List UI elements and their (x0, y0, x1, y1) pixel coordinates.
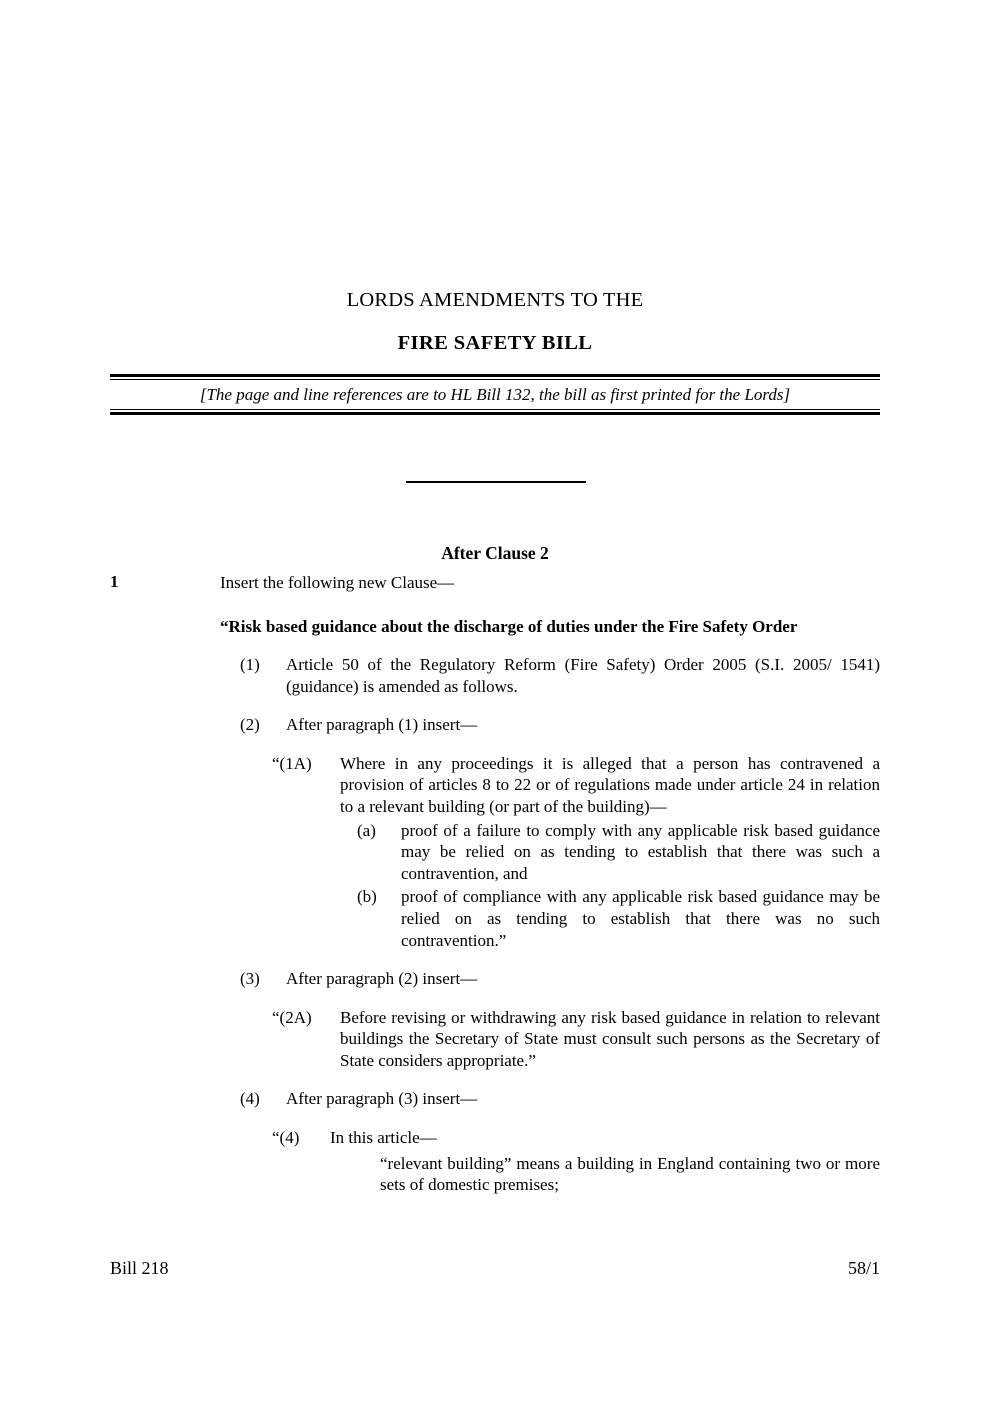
definition-text: “relevant building” means a building in England containing two or more sets of domestic premises; (380, 1153, 880, 1195)
list-item-label: “(2A) (272, 1007, 312, 1027)
footer-page-number: 58/1 (847, 1258, 880, 1278)
section-heading: After Clause 2 (441, 543, 549, 563)
list-item-text: After paragraph (3) insert— (286, 1089, 478, 1109)
list-item-text: In this article— (330, 1127, 437, 1147)
list-item-text: After paragraph (2) insert— (286, 969, 478, 989)
amendment-body (220, 572, 880, 1196)
list-item-label: (2) (240, 715, 260, 735)
list-item-label: “(4) (272, 1127, 300, 1147)
document-title-bill: FIRE SAFETY BILL (397, 331, 593, 354)
rule-thick (110, 374, 880, 377)
title-block (110, 288, 880, 355)
list-item (272, 753, 880, 818)
reference-note: [The page and line references are to HL Bill 132, the bill as first printed for the Lords] (199, 385, 791, 404)
list-item-label: (3) (240, 969, 260, 989)
footer-bill-number: Bill 218 (110, 1258, 169, 1278)
list-item-text: Before revising or withdrawing any risk based guidance in relation to relevant buildings the Secretary of State must consult such persons as the Secretary of State considers appropriate.” (340, 1007, 880, 1070)
rule-thick (110, 412, 880, 415)
amendment-lead-line: Insert the following new Clause— (220, 573, 455, 592)
rule-thin (110, 379, 880, 380)
document-title-main: LORDS AMENDMENTS TO THE (346, 289, 644, 311)
list-item (272, 1127, 880, 1149)
rule-thin (110, 409, 880, 410)
short-divider-rule (406, 481, 586, 483)
list-item (240, 1088, 880, 1110)
list-item-label: (1) (240, 655, 260, 675)
list-item-text: proof of compliance with any applicable risk based guidance may be relied on as tending to establish that there was no such contravention.” (401, 887, 880, 950)
list-item-label: (b) (357, 887, 377, 907)
list-item-label: (a) (357, 820, 376, 840)
list-item-label: “(1A) (272, 753, 312, 773)
amendment-number: 1 (110, 572, 119, 591)
list-item (357, 886, 880, 951)
rule-band-top (110, 374, 880, 380)
list-item (240, 654, 880, 697)
list-item-text: Article 50 of the Regulatory Reform (Fire Safety) Order 2005 (S.I. 2005/ 1541) (guidance) is amended as follows. (286, 655, 880, 696)
clause-title: “Risk based guidance about the discharge of duties under the Fire Safety Order (220, 616, 798, 636)
rule-band-bottom (110, 409, 880, 415)
list-item (357, 820, 880, 885)
list-item (272, 1007, 880, 1072)
list-item (240, 968, 880, 990)
list-item (240, 714, 880, 736)
list-item-text: proof of a failure to comply with any applicable risk based guidance may be relied on as tending to establish that there was such a contravention, and (401, 820, 880, 883)
list-item-text: Where in any proceedings it is alleged that a person has contravened a provision of articles 8 to 22 or of regulations made under article 24 in relation to a relevant building (or part of the building)— (340, 753, 880, 817)
list-item-label: (4) (240, 1089, 260, 1109)
list-item-text: After paragraph (1) insert— (286, 715, 478, 735)
